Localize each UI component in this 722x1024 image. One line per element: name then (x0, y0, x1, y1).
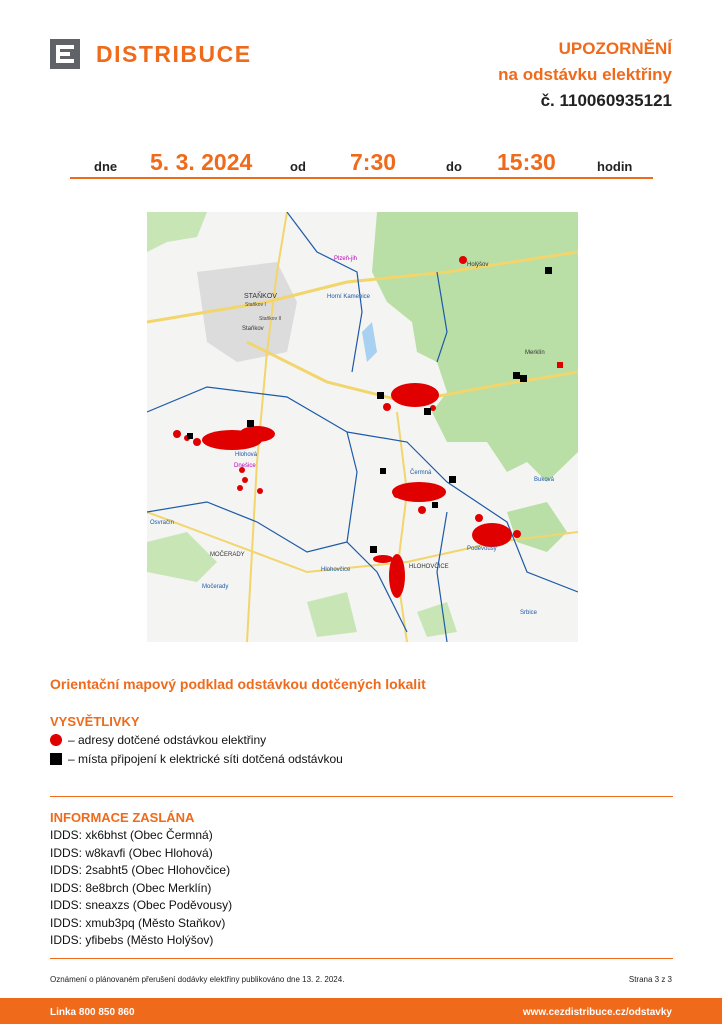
list-item: IDDS: xk6bhst (Obec Čermná) (50, 828, 213, 842)
boundary-line (287, 212, 362, 372)
map-graphic (147, 212, 578, 642)
outage-map (147, 212, 578, 642)
red-dot-icon (50, 734, 62, 746)
list-item: IDDS: 8e8brch (Obec Merklín) (50, 880, 212, 895)
notice-title: UPOZORNĚNÍ (558, 39, 672, 58)
company-logo (50, 39, 252, 69)
black-square-icon (50, 753, 62, 765)
map-label: Staňkov II (259, 316, 282, 322)
footer-bar (0, 998, 722, 1024)
legend-item-connection (50, 752, 343, 766)
map-label: Buková (534, 477, 555, 483)
map-caption: Orientační mapový podklad odstávkou dotčených lokalit (50, 676, 426, 692)
list-item: IDDS: yfibebs (Město Holýšov) (50, 933, 214, 947)
publication-note: Oznámení o plánovaném přerušení dodávky elektřiny publikováno dne 13. 2. 2024. (50, 975, 345, 984)
map-label: Hlohová (235, 452, 258, 458)
day-label: dne (94, 159, 118, 174)
divider (50, 796, 673, 797)
map-label: STAŇKOV (244, 293, 277, 300)
map-label: Hlohovčice (321, 567, 351, 573)
map-label: Poděvousy (467, 546, 497, 552)
divider (50, 958, 673, 959)
boundary-line (147, 387, 407, 632)
list-item: IDDS: 2sabht5 (Obec Hlohovčice) (50, 863, 231, 877)
outage-cluster-cermna (392, 482, 446, 514)
info-title: INFORMACE ZASLÁNA (50, 810, 195, 825)
map-label: Čermná (410, 470, 432, 476)
map-label: Dnešice (234, 463, 256, 469)
forest-area (417, 602, 457, 637)
map-label: Staňkov I (245, 302, 266, 308)
map-label: Merklín (525, 350, 545, 356)
map-label: HLOHOVČICE (409, 564, 449, 570)
map-label: MOČERADY (210, 552, 245, 558)
map-label: Plzeň-jih (334, 256, 358, 262)
map-label: Holýšov (467, 262, 489, 268)
hours-label: hodin (597, 159, 633, 174)
schedule-row (70, 147, 653, 179)
outage-dot-holysov (459, 256, 467, 264)
outage-dot-merklin (557, 362, 563, 368)
legend-outage-text: – adresy dotčené odstávkou elektřiny (68, 733, 267, 747)
legend-connection-text: – místa připojení k elektrické síti dotčená odstávkou (68, 752, 343, 766)
outage-date: 5. 3. 2024 (150, 149, 253, 175)
map-label: Osvračín (150, 520, 175, 526)
cez-logo-icon (50, 39, 80, 69)
map-label: Horní Kamenice (327, 294, 371, 300)
forest-area (307, 592, 357, 637)
legend-item-outage (50, 733, 266, 747)
notice-number: č. 110060935121 (540, 91, 672, 110)
map-label: Staňkov (242, 326, 264, 332)
website-link[interactable]: www.cezdistribuce.cz/odstavky (522, 1007, 672, 1018)
list-item: IDDS: xmub3pq (Město Staňkov) (50, 915, 226, 930)
list-item: IDDS: w8kavfi (Obec Hlohová) (50, 845, 213, 860)
forest-area (147, 532, 217, 582)
map-label: Močerady (202, 584, 229, 590)
notice-subtitle: na odstávku elektřiny (498, 65, 672, 84)
legend-title: VYSVĚTLIVKY (50, 714, 140, 729)
notice-header (498, 36, 672, 114)
to-label: do (446, 159, 462, 174)
list-item: IDDS: sneaxzs (Obec Poděvousy) (50, 898, 233, 912)
map-label: Srbice (520, 610, 538, 616)
road (397, 412, 407, 642)
from-label: od (290, 159, 306, 174)
forest-area (147, 212, 207, 252)
outage-cluster-north (383, 383, 439, 411)
from-time: 7:30 (350, 149, 397, 175)
water (362, 322, 377, 362)
brand-name: DISTRIBUCE (96, 40, 252, 67)
to-time: 15:30 (497, 149, 556, 175)
idds-list (50, 827, 232, 950)
hotline-number: Linka 800 850 860 (50, 1007, 135, 1018)
page-number: Strana 3 z 3 (628, 975, 672, 984)
outage-cluster-hlohovcice (373, 554, 405, 598)
